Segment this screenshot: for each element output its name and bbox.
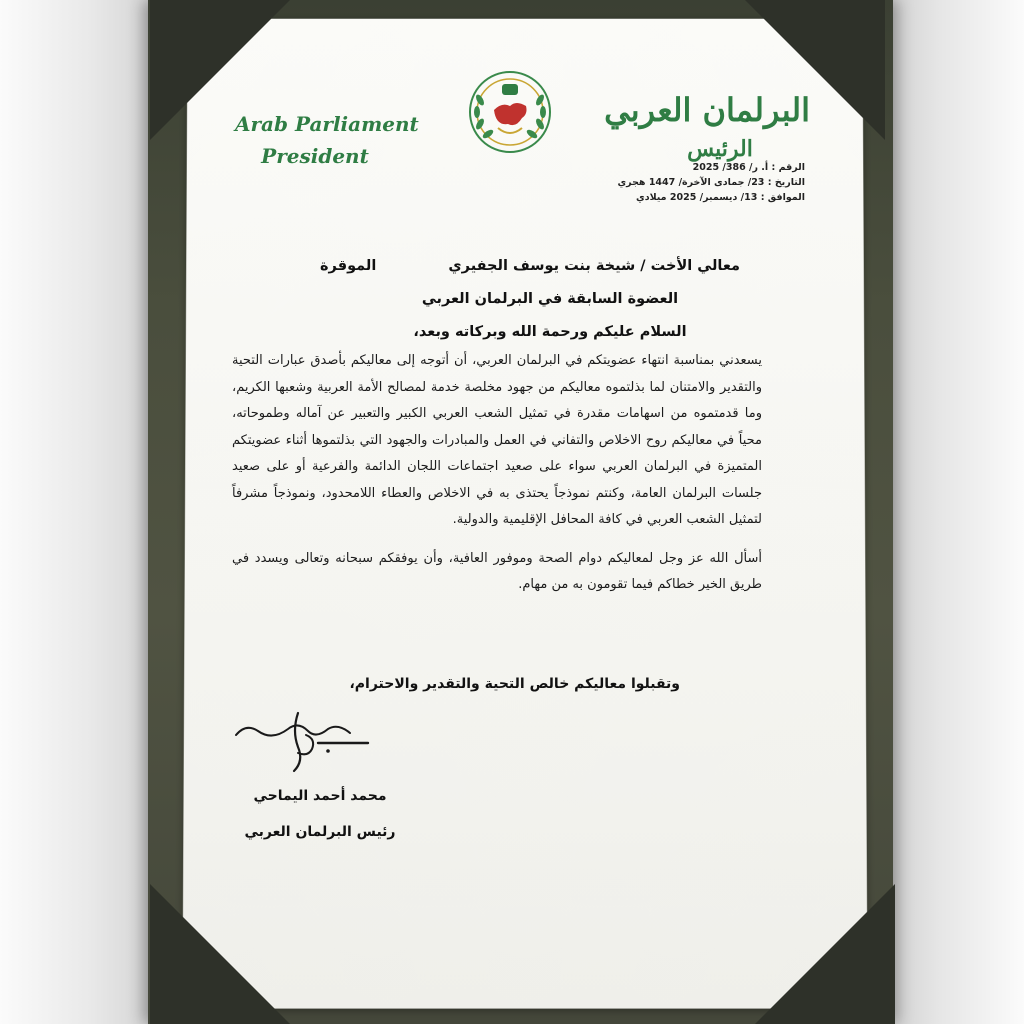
recipient-salutation: معالي الأخت / شيخة بنت يوسف الجفيري (448, 258, 740, 274)
body-paragraph-2: أسأل الله عز وجل لمعاليكم دوام الصحة وموفور العافية، وأن يوفقكم سبحانه وتعالى ويسدد في طريق الخير خطاكم فيما تقومون به من مهام. (232, 550, 762, 592)
arab-parliament-emblem-icon (468, 70, 552, 154)
reference-hijri-date: التاريخ : 23/ جمادى الآخرة/ 1447 هجري (617, 177, 805, 188)
signer-title: رئيس البرلمان العربي (244, 824, 396, 840)
folder-corner-bottom-right (755, 884, 895, 1024)
signer-block (220, 778, 420, 850)
recipient-position: العضوة السابقة في البرلمان العربي (421, 291, 679, 307)
letterhead-en-name: Arab Parliament (235, 112, 419, 136)
body-paragraph-1: يسعدني بمناسبة انتهاء عضويتكم في البرلمان العربي، أن أتوجه إلى معاليكم بأصدق عبارات التحية والتقدير والامتنان لما بذلتموه معاليكم من جهود مخلصة خدمة لمصالح الأمة العربية وشعبها الكريم، وما قدمتموه من اسهامات مقدرة في تمثيل الشعب العربي الكبير والتعبير عن آماله وطموحاته، محياً في معاليكم روح الاخلاص والتفاني في العمل والمبادرات والجهود التي بذلتموها أثناء عضويتكم المتميزة في البرلمان العربي سواء على صعيد اجتماعات اللجان الدائمة والفرعية أو على صعيد جلسات البرلمان العامة، وكنتم نموذجاً يحتذى به في الاخلاص والعطاء اللامحدود، ونموذجاً مشرفاً لتمثيل الشعب العربي في كافة المحافل الإقليمية والدولية. (232, 353, 762, 527)
folder-corner-bottom-left (150, 884, 290, 1024)
reference-block (610, 160, 805, 205)
recipient-honorific: الموقرة (320, 258, 377, 274)
letter-body (232, 348, 762, 599)
recipient-block (320, 250, 740, 349)
signer-name: محمد أحمد اليماحي (253, 788, 387, 804)
reference-number: الرقم : أ. ر/ 386/ 2025 (692, 162, 805, 173)
reference-gregorian-date: الموافق : 13/ ديسمبر/ 2025 ميلادي (636, 192, 805, 203)
letterhead-arabic (604, 88, 810, 164)
recipient-greeting: السلام عليكم ورحمة الله وبركاته وبعد، (413, 324, 687, 340)
letterhead-ar-title: الرئيس (687, 136, 753, 162)
background-left (0, 0, 150, 1024)
handwritten-signature-icon (228, 705, 378, 775)
letterhead-en-title: President (261, 144, 369, 168)
letterhead-ar-name: البرلمان العربي (604, 91, 810, 129)
letter-closing: وتقبلوا معاليكم خالص التحية والتقدير والاحترام، (349, 676, 680, 692)
background-right (884, 0, 1024, 1024)
letterhead-english (235, 108, 419, 172)
